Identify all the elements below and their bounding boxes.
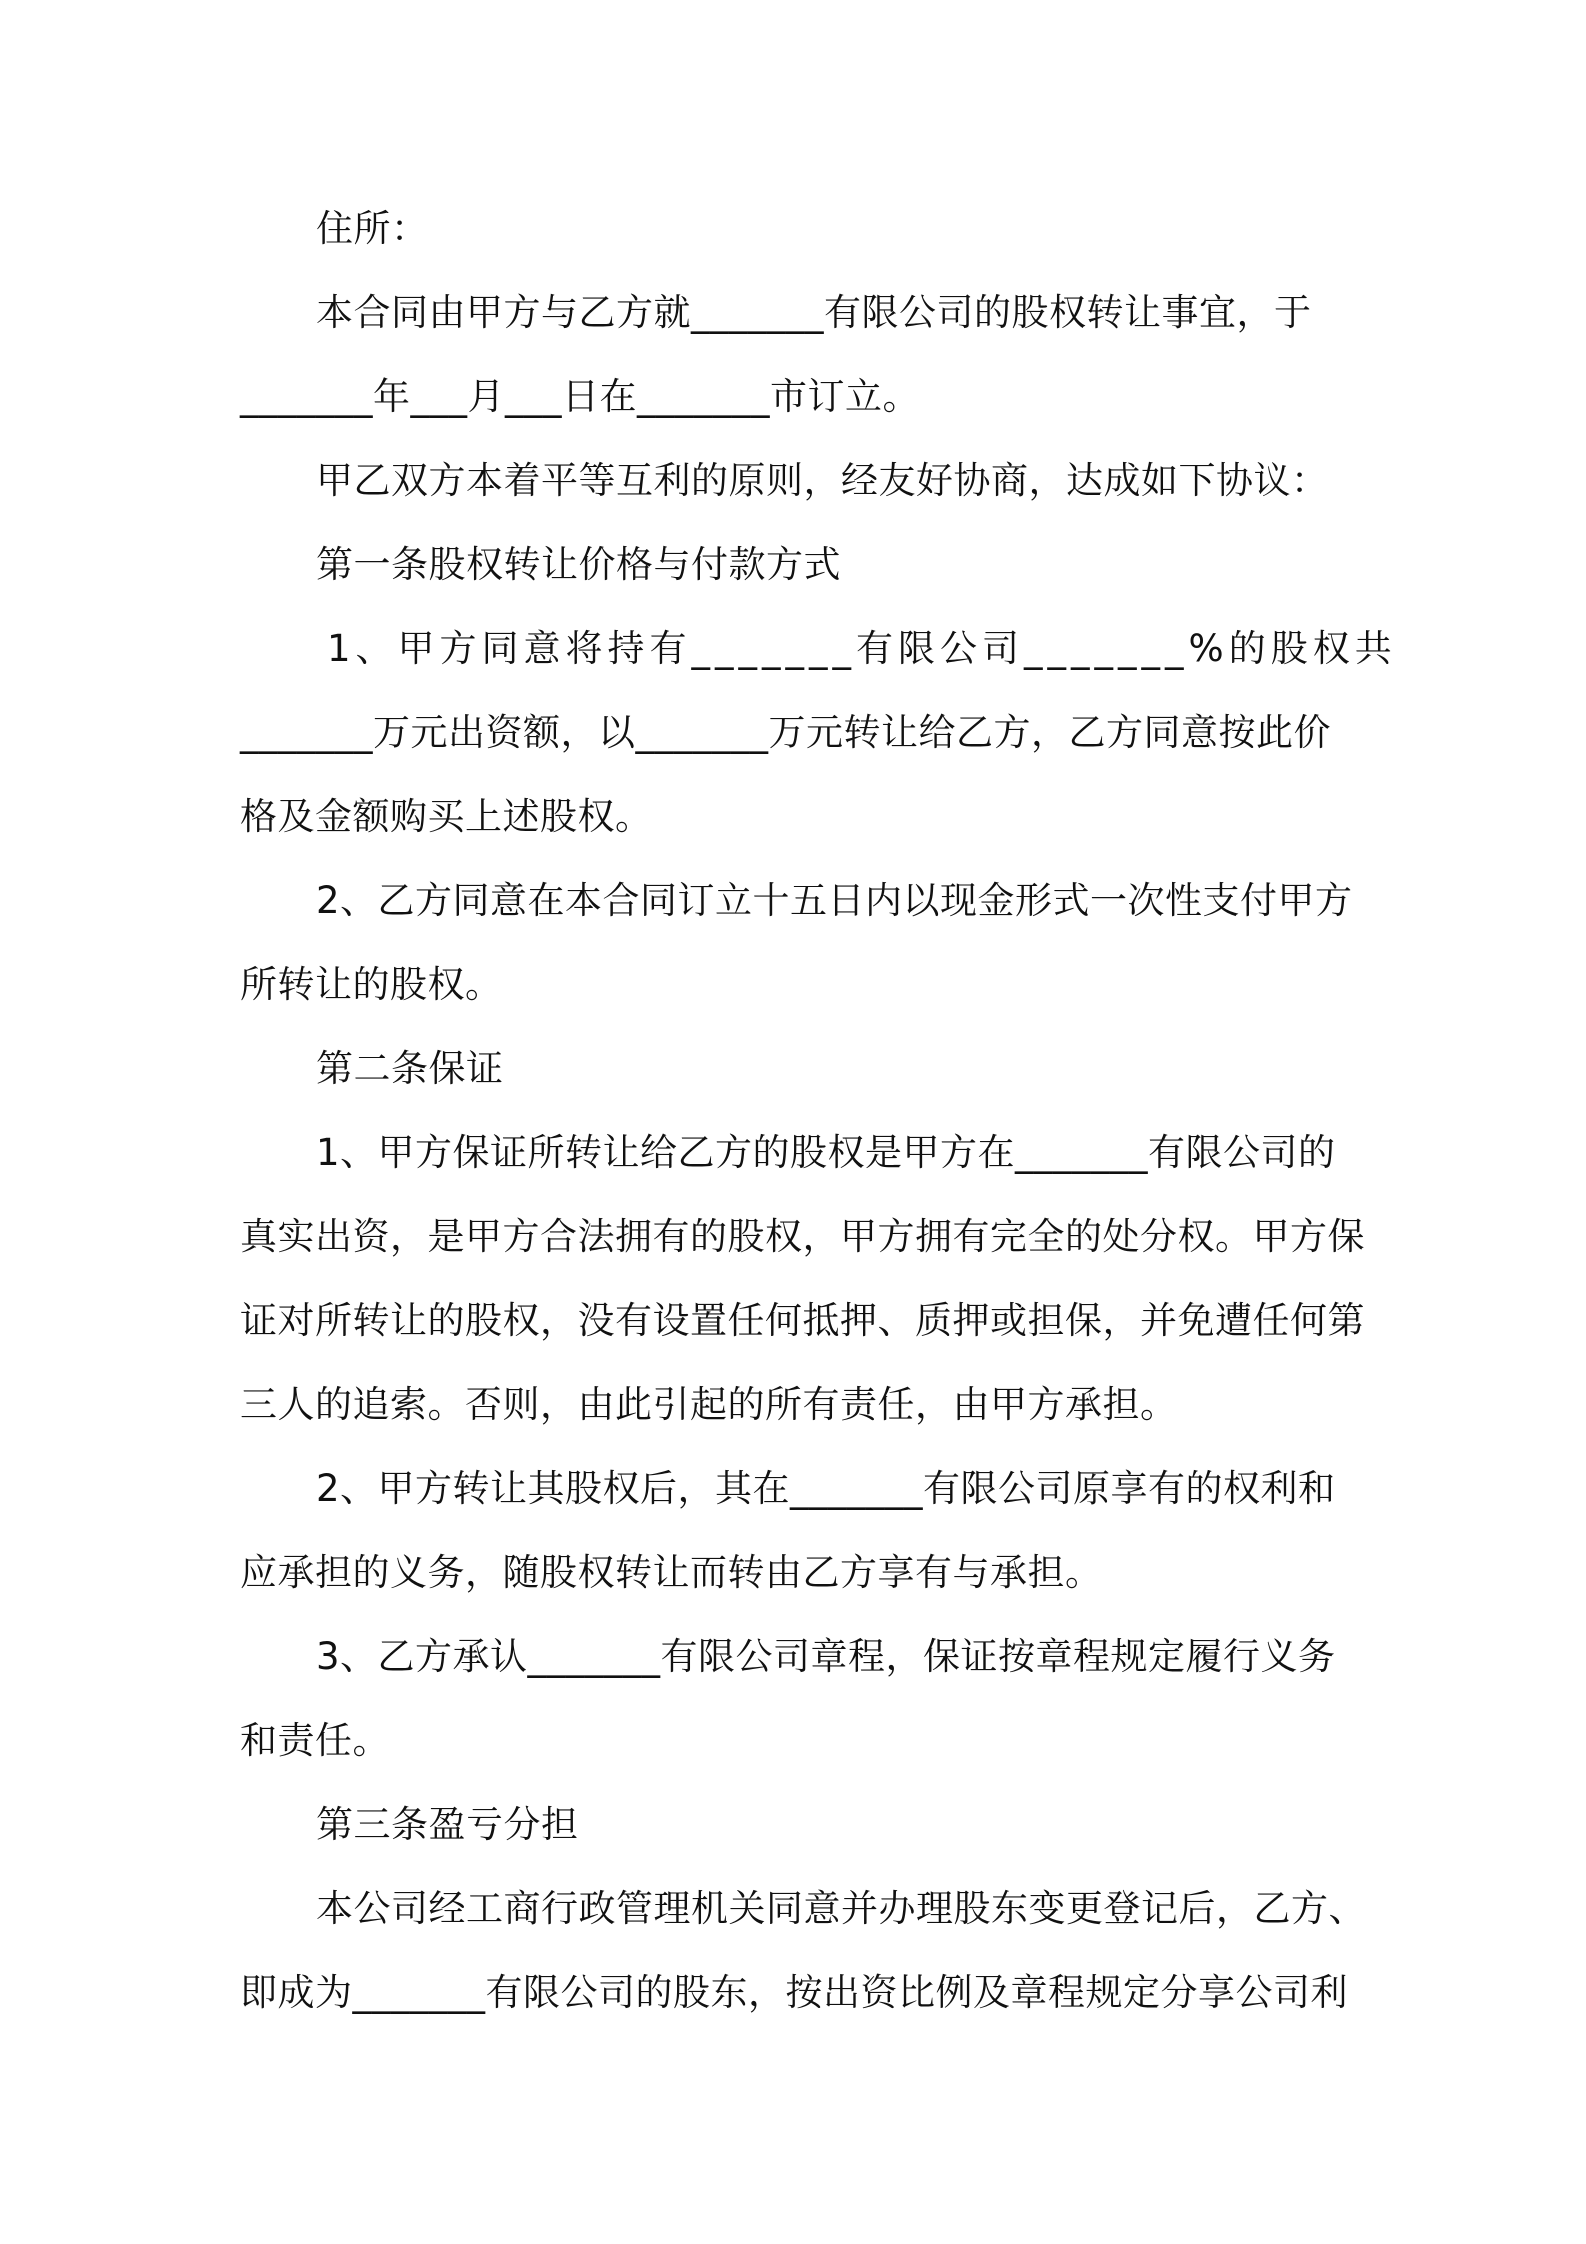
- article-3-paragraph-line-2: 即成为_______有限公司的股东，按出资比例及章程规定分享公司利: [240, 1971, 1348, 2014]
- contract-intro-line-1: 本合同由甲方与乙方就_______有限公司的股权转让事宜，于: [316, 291, 1312, 334]
- article-2-item-3-line-1: 3、乙方承认_______有限公司章程，保证按章程规定履行义务: [316, 1635, 1336, 1678]
- article-2-item-1-line-1: 1、甲方保证所转让给乙方的股权是甲方在_______有限公司的: [316, 1131, 1336, 1174]
- article-2-item-2-line-2: 应承担的义务，随股权转让而转由乙方享有与承担。: [240, 1551, 1103, 1594]
- contract-intro-line-2: _______年___月___日在_______市订立。: [240, 375, 920, 418]
- article-1-item-1-line-1: 1、甲方同意将持有_______有限公司_______%的股权共: [327, 627, 1397, 670]
- article-1-heading: 第一条股权转让价格与付款方式: [316, 543, 841, 586]
- article-3-heading: 第三条盈亏分担: [316, 1803, 579, 1846]
- article-1-item-2-line-2: 所转让的股权。: [240, 963, 503, 1006]
- article-2-item-2-line-1: 2、甲方转让其股权后，其在_______有限公司原享有的权利和: [316, 1467, 1336, 1510]
- article-2-item-1-line-3: 证对所转让的股权，没有设置任何抵押、质押或担保，并免遭任何第: [240, 1299, 1365, 1342]
- agreement-preamble: 甲乙双方本着平等互利的原则，经友好协商，达成如下协议：: [316, 459, 1329, 502]
- address-label: 住所：: [316, 207, 429, 250]
- article-2-heading: 第二条保证: [316, 1047, 504, 1090]
- article-2-item-1-line-4: 三人的追索。否则，由此引起的所有责任，由甲方承担。: [240, 1383, 1178, 1426]
- article-3-paragraph-line-1: 本公司经工商行政管理机关同意并办理股东变更登记后，乙方、: [316, 1887, 1366, 1930]
- article-2-item-1-line-2: 真实出资，是甲方合法拥有的股权，甲方拥有完全的处分权。甲方保: [240, 1215, 1365, 1258]
- article-1-item-1-line-3: 格及金额购买上述股权。: [240, 795, 653, 838]
- article-1-item-2-line-1: 2、乙方同意在本合同订立十五日内以现金形式一次性支付甲方: [316, 879, 1353, 922]
- article-1-item-1-line-2: _______万元出资额，以_______万元转让给乙方，乙方同意按此价: [240, 711, 1331, 754]
- article-2-item-3-line-2: 和责任。: [240, 1719, 390, 1762]
